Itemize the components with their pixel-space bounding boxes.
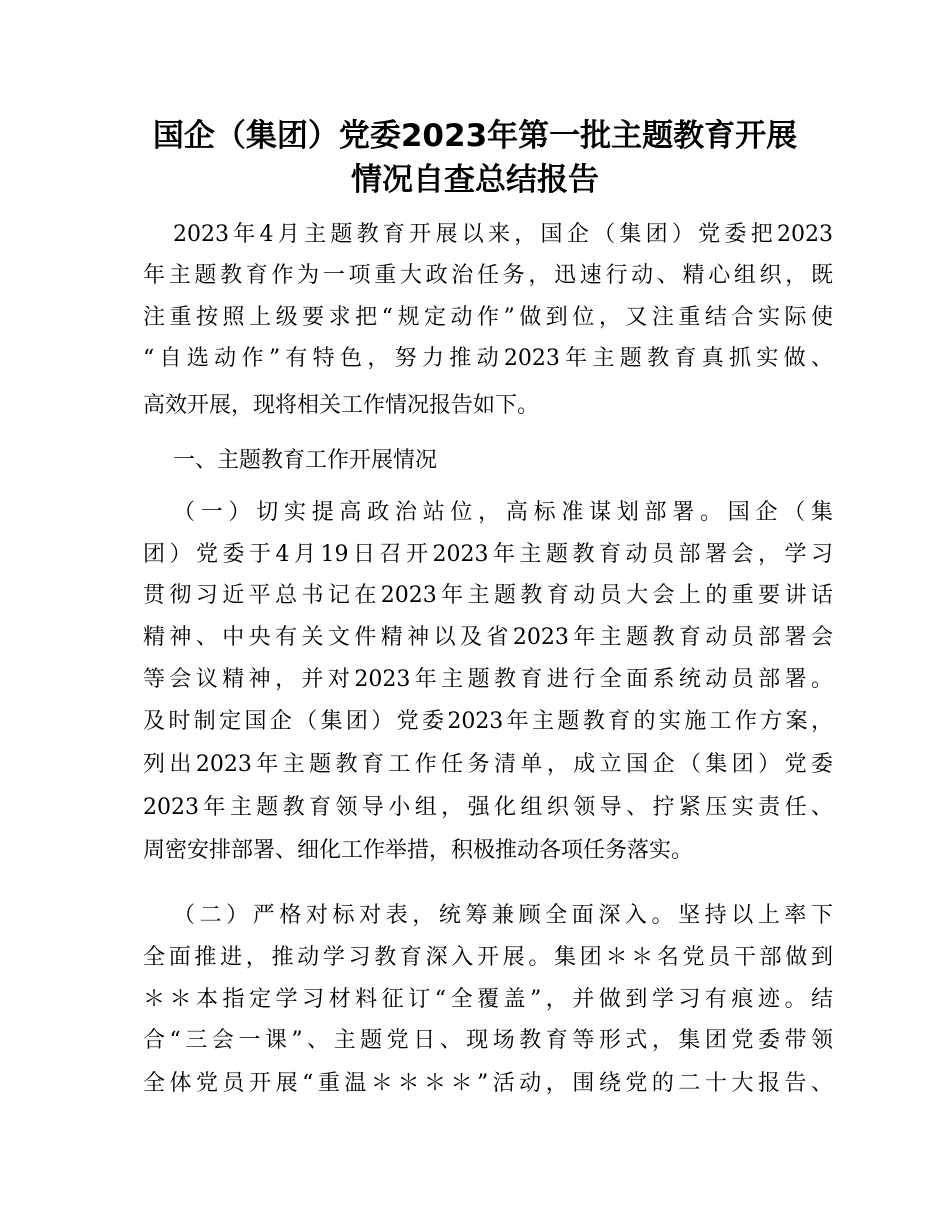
paragraph-2-line-2: 团）党委于4月19日召开2023年主题教育动员部署会，学习 <box>143 542 833 567</box>
paragraph-2-line-4: 精神、中央有关文件精神以及省2023年主题教育动员部署会 <box>143 625 833 650</box>
paragraph-3-line-3: ＊＊本指定学习材料征订“全覆盖”，并做到学习有痕迹。结 <box>143 987 833 1012</box>
paragraph-1-line-3: 注重按照上级要求把“规定动作”做到位，又注重结合实际使 <box>143 305 833 330</box>
paragraph-2-line-6: 及时制定国企（集团）党委2023年主题教育的实施工作方案， <box>143 709 833 734</box>
paragraph-2-line-5: 等会议精神，并对2023年主题教育进行全面系统动员部署。 <box>143 667 833 692</box>
paragraph-1-line-5: 高效开展，现将相关工作情况报告如下。 <box>143 393 540 418</box>
document-title-line-2: 情况自查总结报告 <box>351 162 599 198</box>
paragraph-2-line-3: 贯彻习近平总书记在2023年主题教育动员大会上的重要讲话 <box>143 583 833 608</box>
paragraph-1-line-4: “自选动作”有特色，努力推动2023年主题教育真抓实做、 <box>143 346 833 371</box>
paragraph-1-line-2: 年主题教育作为一项重大政治任务，迅速行动、精心组织，既 <box>143 263 833 288</box>
paragraph-2-line-9: 周密安排部署、细化工作举措，积极推动各项任务落实。 <box>143 838 694 863</box>
paragraph-3-line-5: 全体党员开展“重温＊＊＊＊”活动，围绕党的二十大报告、 <box>143 1071 833 1096</box>
document-title-line-1: 国企（集团）党委2023年第一批主题教育开展 <box>152 118 798 154</box>
paragraph-3-line-2: 全面推进，推动学习教育深入开展。集团＊＊名党员干部做到 <box>143 945 833 970</box>
paragraph-3-line-4: 合“三会一课”、主题党日、现场教育等形式，集团党委带领 <box>143 1028 833 1053</box>
paragraph-2-line-8: 2023年主题教育领导小组，强化组织领导、拧紧压实责任、 <box>143 795 833 820</box>
paragraph-1-line-1: 2023年4月主题教育开展以来，国企（集团）党委把2023 <box>173 222 833 247</box>
paragraph-2-line-1: （一）切实提高政治站位，高标准谋划部署。国企（集 <box>173 500 833 525</box>
paragraph-3-line-1: （二）严格对标对表，统筹兼顾全面深入。坚持以上率下 <box>173 903 833 928</box>
paragraph-2-line-7: 列出2023年主题教育工作任务清单，成立国企（集团）党委 <box>143 752 833 777</box>
section-heading-1: 一、主题教育工作开展情况 <box>173 448 438 473</box>
